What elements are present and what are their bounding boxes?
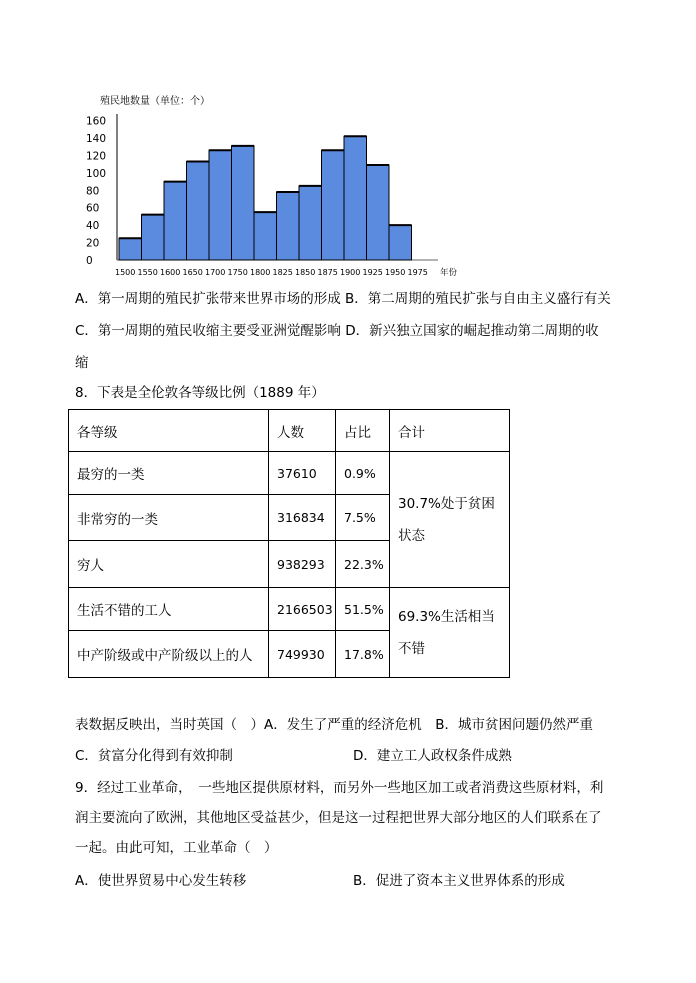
cell-level: 生活不错的工人 [69,588,269,631]
y-tick-label: 140 [86,133,107,145]
colony-bar-chart [80,88,470,283]
x-tick-label: 1500 [115,268,136,277]
cell-pct: 7.5% [336,495,390,541]
header-level: 各等级 [69,410,269,452]
y-tick-label: 0 [86,255,93,267]
cell-count: 316834 [269,495,336,541]
bar [119,238,142,260]
table-row [69,588,510,631]
cell-count: 2166503 [269,588,336,631]
q8-follow: 表数据反映出，当时英国（ ）A．发生了严重的经济危机 B．城市贫困问题仍然严重 [75,717,593,733]
y-tick-label: 100 [86,167,107,180]
q7-options-cd: C．第一周期的殖民收缩主要受亚洲觉醒影响 D．新兴独立国家的崛起推动第二周期的收 [75,323,599,339]
cell-pct: 51.5% [336,588,390,631]
bar [209,150,232,260]
cell-level: 中产阶级或中产阶级以上的人 [69,631,269,678]
bar [322,150,345,260]
bar [232,146,255,260]
bar [389,225,412,260]
x-tick-label: 1975 [407,268,428,277]
cell-count: 938293 [269,541,336,588]
cell-pct: 17.8% [336,631,390,678]
q8-stem: 8．下表是全伦敦各等级比例（1889 年） [75,385,325,401]
bar [187,162,210,260]
x-tick-label: 1950 [385,268,406,277]
y-tick-label: 40 [86,220,100,233]
x-tick-label: 1900 [340,268,361,277]
bar [367,165,390,260]
cell-level: 最穷的一类 [69,452,269,495]
bar [164,182,187,260]
q8-option-c: C．贫富分化得到有效抑制 [75,748,233,764]
q9-line1: 9．经过工业革命， 一些地区提供原材料，而另外一些地区加工或者消费这些原材料，利 [75,780,604,796]
y-tick-label: 80 [86,185,100,198]
q7-options-ab: A．第一周期的殖民扩张带来世界市场的形成 B．第二周期的殖民扩张与自由主义盛行有关 [75,291,611,307]
cell-level: 非常穷的一类 [69,495,269,541]
bar [277,192,300,260]
q7-options-cd-tail: 缩 [75,355,89,371]
cell-total-good [390,588,510,678]
y-tick-label: 20 [86,237,100,250]
total-poor-line2: 状态 [398,527,425,544]
x-tick-label: 1875 [317,268,338,277]
header-pct: 占比 [336,410,390,452]
x-axis-label: 年份 [440,268,458,278]
cell-count: 749930 [269,631,336,678]
x-tick-label: 1600 [160,268,181,277]
chart-svg [80,88,470,283]
q9-line3: 一起。由此可知，工业革命（ ） [75,840,278,856]
x-tick-label: 1800 [250,268,271,277]
bar [254,212,277,260]
table-header-row [69,410,510,452]
cell-level: 穷人 [69,541,269,588]
x-tick-label: 1925 [362,268,383,277]
x-tick-label: 1850 [295,268,316,277]
q9-option-b: B．促进了资本主义世界体系的形成 [353,873,565,889]
x-tick-label: 1750 [227,268,248,277]
total-good-line1: 69.3%生活相当 [398,608,495,625]
cell-total-poor [390,452,510,588]
x-tick-label: 1550 [137,268,158,277]
london-class-table [68,409,510,678]
y-tick-label: 60 [86,202,100,215]
header-total: 合计 [390,410,510,452]
y-tick-label: 160 [86,115,107,128]
q9-line2: 润主要流向了欧洲，其他地区受益甚少，但是这一过程把世界大部分地区的人们联系在了 [75,810,602,826]
bar [299,186,322,260]
total-poor-line1: 30.7%处于贫困 [398,495,495,512]
y-axis-label: 殖民地数量（单位：个） [100,96,210,107]
x-tick-label: 1825 [272,268,293,277]
header-count: 人数 [269,410,336,452]
bar [344,136,367,260]
cell-pct: 0.9% [336,452,390,495]
total-good-line2: 不错 [398,640,425,657]
table-row [69,452,510,495]
cell-pct: 22.3% [336,541,390,588]
q9-option-a: A．使世界贸易中心发生转移 [75,873,247,889]
x-tick-label: 1650 [182,268,203,277]
q8-option-d: D．建立工人政权条件成熟 [353,748,512,764]
cell-count: 37610 [269,452,336,495]
y-tick-label: 120 [86,150,107,163]
bar [142,215,165,260]
x-tick-label: 1700 [205,268,226,277]
